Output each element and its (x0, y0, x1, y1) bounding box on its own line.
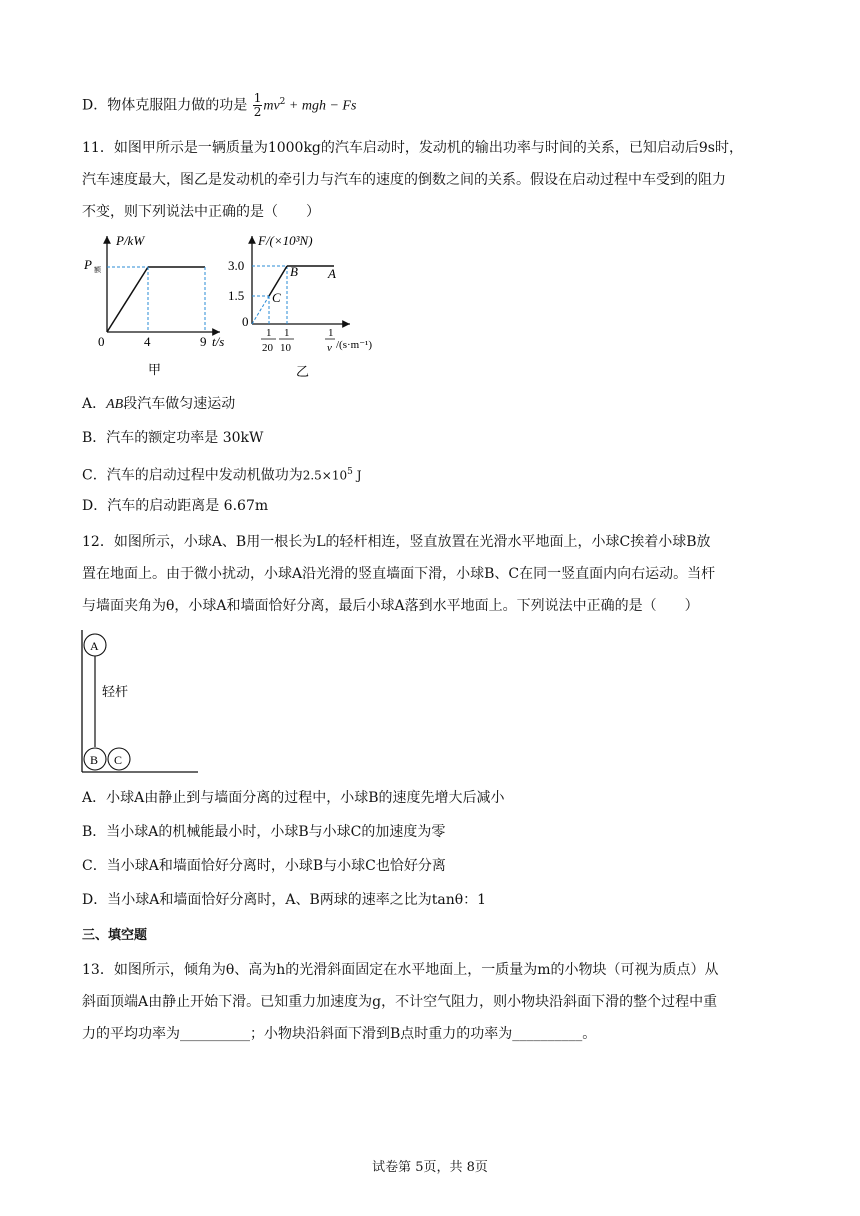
q12-option-a: A．小球A由静止到与墙面分离的过程中，小球B的速度先增大后减小 (82, 790, 505, 806)
q12-stem: 12．如图所示，小球A、B用一根长为L的轻杆相连，竖直放置在光滑水平地面上，小球C挨着小球B放 置在地面上。由于微小扰动，小球A沿光滑的竖直墙面下滑，小球B、C在同一竖直面内向右运动。当杆 与墙面夹角为θ，小球A和墙面恰好分离，最后小球A落到水平地面上。下列说法中正确的是（ ） (82, 534, 716, 614)
figure-b-point-b: B (290, 264, 298, 279)
q11-option-d: D．汽车的启动距离是 6.67m (82, 498, 269, 514)
figure-a-tick-9: 9 (200, 334, 207, 349)
q12-figure (74, 626, 214, 776)
q11-option-a: A．AB段汽车做匀速运动 (82, 396, 236, 412)
figure-b-x2-den: 10 (280, 342, 291, 354)
fraction-one-half: $\frac{1}{2}$ (253, 91, 262, 120)
ball-a-label: A (90, 639, 99, 653)
q12-option-c: C．当小球A和墙面恰好分离时，小球B与小球C也恰好分离 (82, 858, 446, 874)
figure-b-x1-den: 20 (262, 342, 273, 354)
figure-a-tick-4: 4 (144, 334, 151, 349)
q11-option-b: B．汽车的额定功率是 30kW (82, 430, 264, 446)
figure-a-xlabel: t/s (212, 334, 225, 349)
figure-b-point-c: C (272, 290, 281, 305)
ball-b-label: B (90, 753, 99, 767)
q10-option-d: D．物体克服阻力做的功是 $\frac{1}{2}$ $mv^2$ + mgh − Fs (82, 91, 357, 120)
figure-a-origin: 0 (98, 334, 105, 349)
figure-b-force-inverse-velocity (228, 233, 372, 379)
figure-a-caption: 甲 (148, 362, 162, 377)
page-footer: 试卷第 5页，共 8页 (372, 1160, 488, 1175)
figure-b-point-a: A (328, 266, 336, 281)
figure-a-power-time (83, 233, 224, 377)
q13-stem: 13．如图所示，倾角为θ、高为h的光滑斜面固定在水平地面上，一质量为m的小物块（可视为质点）从 斜面顶端A由静止开始下滑。已知重力加速度为g，不计空气阻力，则小物块沿斜面下滑的整个过程中重 力的平均功率为__________；小物块沿斜面下滑到B点时重力的功率为__________。 (82, 962, 719, 1042)
figure-b-tick-1-5: 1.5 (228, 288, 245, 303)
figure-b-tick-3-0: 3.0 (228, 258, 245, 273)
power-ramp-line (107, 267, 148, 332)
figure-b-x2-num: 1 (284, 327, 290, 339)
q11-figures (82, 228, 402, 386)
figure-b-ylabel: F/(×10³N) (258, 233, 313, 248)
section-title-fill-blank: 三、填空题 (82, 928, 148, 943)
rod-label: 轻杆 (102, 684, 129, 699)
figure-b-caption: 乙 (296, 364, 310, 379)
figure-b-x1-num: 1 (266, 327, 272, 339)
figure-b-xlabel-unit: /(s·m⁻¹) (336, 339, 372, 351)
figure-b-origin: 0 (242, 314, 249, 329)
q11-option-c: C．汽车的启动过程中发动机做功为$2.5\times 10^5$ J (82, 467, 362, 484)
figure-b-xlabel-den: v (327, 342, 332, 354)
q12-option-d: D．当小球A和墙面恰好分离时，A、B两球的速率之比为tanθ：1 (82, 892, 487, 908)
q11-stem: 11．如图甲所示是一辆质量为1000kg的汽车启动时，发动机的输出功率与时间的关系，已知启动后9s时， 汽车速度最大，图乙是发动机的牵引力与汽车的速度的倒数之间的关系。假设在启动过程中车受到的阻力 不变，则下列说法中正确的是（ ） (82, 140, 743, 220)
q12-option-b: B．当小球A的机械能最小时，小球B与小球C的加速度为零 (82, 824, 446, 840)
figure-a-ylabel: P/kW (116, 233, 145, 248)
figure-b-xlabel-num: 1 (328, 327, 334, 339)
ball-c-label: C (114, 753, 123, 767)
figure-a-p-sub: 额 (94, 266, 101, 274)
figure-a-p-label: P (84, 257, 92, 272)
